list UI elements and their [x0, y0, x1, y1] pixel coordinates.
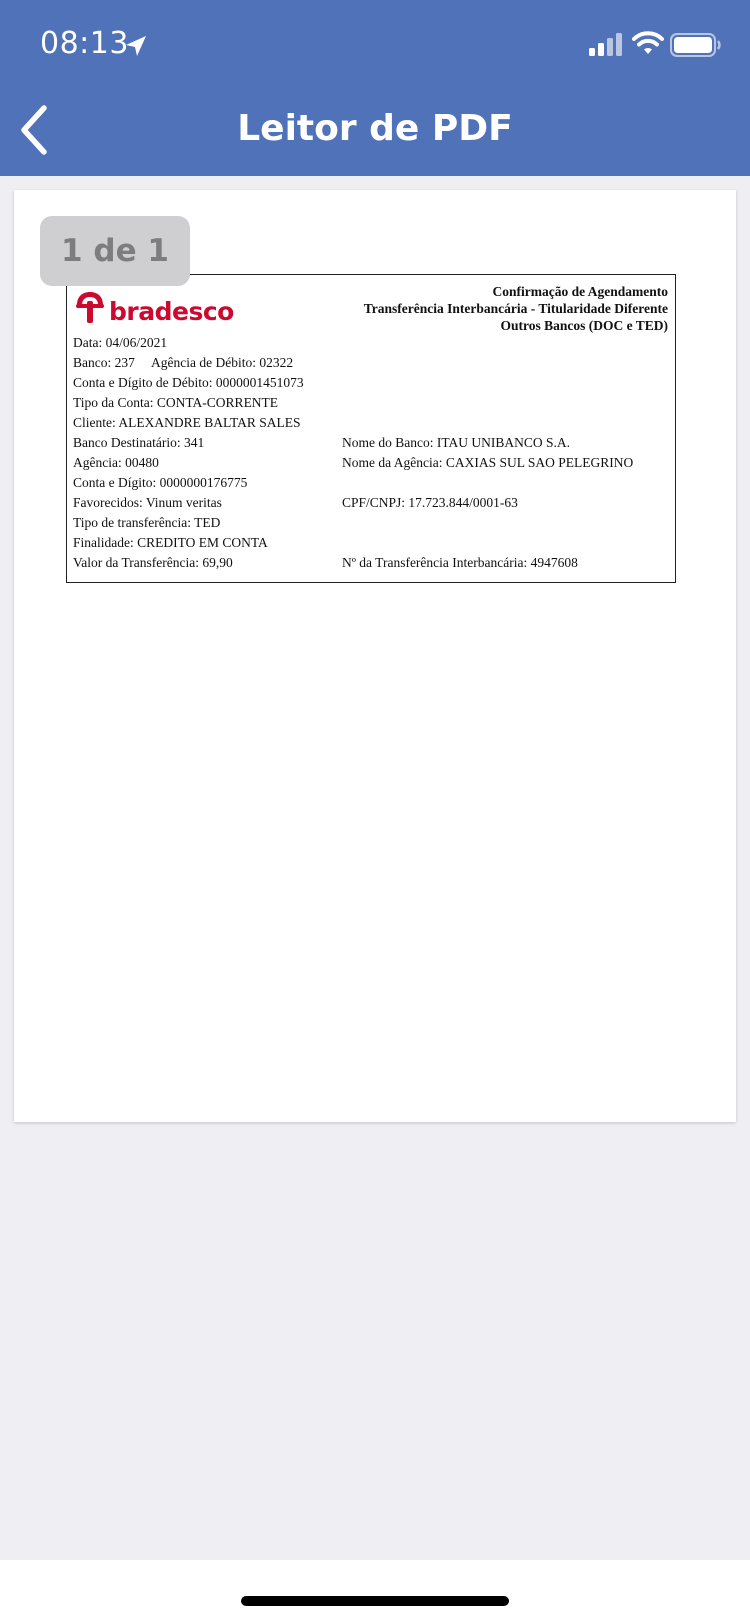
doc-row	[73, 553, 663, 573]
battery-icon	[670, 32, 722, 58]
brand-name: bradesco	[109, 297, 234, 326]
doc-field: Banco: 237 Agência de Débito: 02322	[73, 355, 294, 370]
doc-row	[73, 413, 301, 433]
status-time: 08:13	[40, 26, 129, 61]
doc-row	[73, 353, 293, 373]
heading-line: Outros Bancos (DOC e TED)	[500, 318, 668, 333]
doc-field: Banco Destinatário: 341	[73, 435, 205, 450]
doc-field: Tipo de transferência: TED	[73, 515, 221, 530]
location-arrow-icon	[124, 34, 148, 58]
bradesco-logo-mark	[73, 289, 107, 325]
doc-row	[73, 513, 220, 533]
doc-row	[73, 433, 663, 453]
home-indicator[interactable]	[241, 1596, 509, 1606]
doc-field: Conta e Dígito de Débito: 0000001451073	[73, 375, 304, 390]
doc-field: Nº da Transferência Interbancária: 4947608	[342, 555, 578, 570]
doc-row	[73, 373, 304, 393]
doc-field: Agência: 00480	[73, 455, 159, 470]
document-heading	[364, 283, 668, 334]
doc-field: CPF/CNPJ: 17.723.844/0001-63	[342, 495, 518, 510]
bradesco-logo	[73, 289, 107, 325]
doc-field: Data: 04/06/2021	[73, 335, 168, 350]
doc-field: Cliente: ALEXANDRE BALTAR SALES	[73, 415, 301, 430]
doc-field: Finalidade: CREDITO EM CONTA	[73, 535, 268, 550]
doc-row	[73, 393, 278, 413]
doc-field: Valor da Transferência: 69,90	[73, 555, 233, 570]
doc-field: Tipo da Conta: CONTA-CORRENTE	[73, 395, 279, 410]
app-header	[0, 0, 750, 176]
doc-row	[73, 473, 247, 493]
bottom-safe-area	[0, 1560, 750, 1624]
doc-field: Nome da Agência: CAXIAS SUL SAO PELEGRINO	[342, 455, 634, 470]
heading-line: Confirmação de Agendamento	[492, 284, 668, 299]
wifi-icon	[632, 30, 664, 56]
doc-row	[73, 333, 167, 353]
signal-icon	[588, 32, 624, 56]
heading-line: Transferência Interbancária - Titularidade Diferente	[363, 301, 668, 316]
pdf-document-content	[66, 274, 676, 583]
doc-row	[73, 533, 268, 553]
doc-field: Conta e Dígito: 0000000176775	[73, 475, 248, 490]
doc-field: Favorecidos: Vinum veritas	[73, 495, 222, 510]
doc-row	[73, 493, 663, 513]
doc-field: Nome do Banco: ITAU UNIBANCO S.A.	[342, 435, 571, 450]
page-indicator: 1 de 1	[40, 216, 190, 286]
doc-row	[73, 453, 663, 473]
page-title: Leitor de PDF	[237, 108, 513, 149]
